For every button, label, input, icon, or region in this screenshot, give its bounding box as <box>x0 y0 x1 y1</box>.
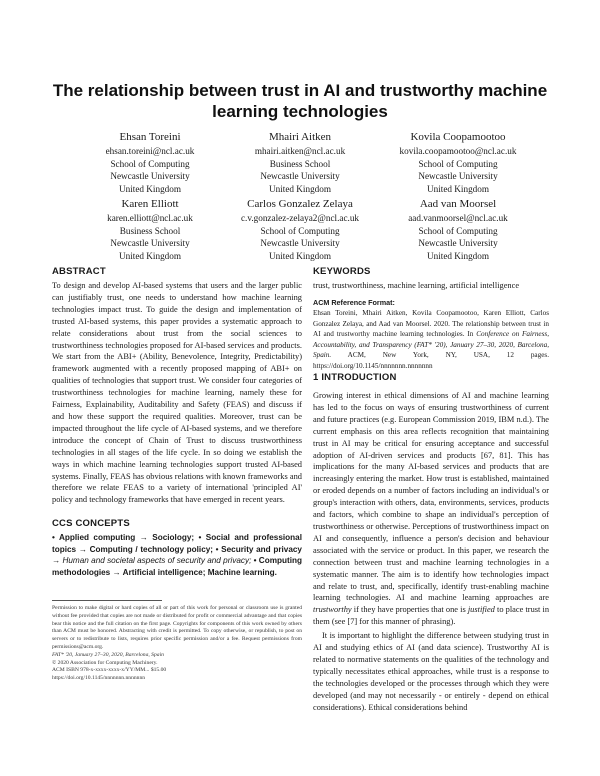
intro-p1-end: to place trust in them (see [7] for this manner of phrasing). <box>313 605 550 627</box>
permission-footnote <box>52 605 302 683</box>
intro-p1-emphasis: trustworthy <box>313 605 352 615</box>
footnote-rule <box>52 600 162 601</box>
author-university: Newcastle University <box>110 238 190 249</box>
permission-notice: Permission to make digital or hard copies of all or part of this work for personal or classroom use is granted without fee provided that copies are not made or distributed for profit or commercial advantage and that copies bear this notice and the full citation on the first page. Copyrights for components of this work owned by others than ACM must be honored. Abstracting with credit is permitted. To copy otherwise, or republish, to post on servers or to redistribute to lists, requires prior specific permission and/or a fee. Request permissions from permissions@acm.org. <box>52 605 302 650</box>
author-email: kovila.coopamootoo@ncl.ac.uk <box>399 146 517 156</box>
author-name: Kovila Coopamootoo <box>410 131 506 143</box>
author-department: School of Computing <box>260 225 340 236</box>
acm-reference <box>313 308 549 372</box>
author-name: Ehsan Toreini <box>119 131 181 143</box>
author-block <box>383 130 533 195</box>
acm-reference-tail[interactable]: ACM, New York, NY, USA, 12 pages. https://doi.org/10.1145/nnnnnnn.nnnnnnn <box>313 351 549 370</box>
author-university: Newcastle University <box>418 171 498 182</box>
copyright-line: © 2020 Association for Computing Machinery. <box>52 659 158 666</box>
introduction-paragraph-2: It is important to highlight the difference between studying trust in AI and studying ethics of AI (and data science). Trustworthy AI is related to normative statements on the qualities of the technology and typically necessitates ethical approaches, while trust is a response to the technologies developed or the processes through which they were developed (and may not necessarily - or entirely - depend on ethical considerations). Ethical considerations behind <box>313 631 549 712</box>
conference-line: FAT* '20, January 27–30, 2020, Barcelona, Spain <box>52 651 164 658</box>
author-university: Newcastle University <box>260 171 340 182</box>
keywords-text: trust, trustworthiness, machine learning, artificial intelligence <box>313 281 520 290</box>
isbn-line: ACM ISBN 978-x-xxxx-xxxx-x/YY/MM... $15.00 <box>52 667 167 674</box>
acm-reference-label: ACM Reference Format: <box>313 298 395 307</box>
author-block <box>225 130 375 195</box>
acm-reference-venue: Conference on Fairness, Accountability, and Transparency (FAT* '20), January 27–30, 2020, Barcelona, Spain. <box>313 330 549 360</box>
intro-p1-text: Growing interest in ethical dimensions of AI and machine learning has led to the focus on ways of ensuring trustworthiness of current and future practices (e.g. European Commission 2019, IBM n.d.). The current emphasis on this area reflects recognition that maintaining trust in AI may be critical for ensuring acceptance and successful adoption of AI-driven services and products [67, 81]. This has implications for the many AI-based services and products that are increasingly entering the market. How trust is established, maintained or eroded depends on a number of factors including an individual's or group's interaction with others, data, environments, services, products and factors, which combine to shape an individual's perception of trustworthiness or otherwise. Perceptions of trustworthiness impact on AI and consequently, influence a person's decision and behaviour associated with the service or product. In this paper, we research the connection between trust and machine learning technologies in a systematic manner. The aim is to identify how technologies impact and relate to trust, and, specifically, identify trust-enabling machine learning technologies. AI and machine learning approaches are <box>313 391 549 603</box>
ccs-concepts <box>52 532 302 578</box>
introduction-heading: 1 INTRODUCTION <box>313 372 397 383</box>
abstract-body <box>52 280 302 506</box>
introduction-paragraph-1 <box>313 390 549 628</box>
author-name: Karen Elliott <box>121 198 179 210</box>
author-block <box>75 197 225 262</box>
author-name: Mhairi Aitken <box>268 131 332 143</box>
author-country: United Kingdom <box>426 250 489 261</box>
author-country: United Kingdom <box>268 250 331 261</box>
intro-p1-emphasis-2: justified <box>467 605 495 615</box>
author-email: ehsan.toreini@ncl.ac.uk <box>105 146 195 156</box>
ccs-concepts-part2: • Computing methodologies → Artificial intelligence; Machine learning. <box>52 556 302 577</box>
author-country: United Kingdom <box>118 250 181 261</box>
author-country: United Kingdom <box>268 183 331 194</box>
author-block <box>225 197 375 262</box>
author-department: Business School <box>119 225 181 236</box>
abstract-text: To design and develop AI-based systems that users and the larger public can justifiably trust, one needs to understand how machine learning technologies impact trust. To guide the design and implementation of trusted AI-based systems, this paper provides a systematic approach to relate considerations about trust from the social sciences to trustworthiness technologies proposed for AI-based services and products. We start from the ABI+ (Ability, Benevolence, Integrity, Predictability) framework augmented with a recently proposed mapping of ABI+ on qualities of technologies that support trust. We consider four categories of trustworthiness technologies for machine learning, namely these for Fairness, Explainability, Auditability and Safety (FEAS) and discuss if and how these support the required qualities. Moreover, trust can be impacted throughout the life cycle of AI-based systems, and we therefore introduce the concept of Chain of Trust to discuss trustworthiness technologies in all stages of the life cycle. In so doing we establish the ways in which machine learning technologies support trusted AI-based systems. Finally, FEAS has obvious relations with known frameworks and therefore we relate FEAS to a variety of international 'principled AI' policy and technology frameworks that have emerged in recent years. <box>52 281 302 505</box>
author-email: aad.vanmoorsel@ncl.ac.uk <box>408 213 508 223</box>
paper-title: The relationship between trust in AI and trustworthy machine learning technologies <box>52 81 548 121</box>
author-university: Newcastle University <box>260 238 340 249</box>
author-email: mhairi.aitken@ncl.ac.uk <box>254 146 346 156</box>
author-department: School of Computing <box>110 158 190 169</box>
ccs-concepts-part1: • Applied computing → Sociology; • Social and professional topics → Computing / technology policy; • Security and privacy → <box>52 533 302 566</box>
author-name: Aad van Moorsel <box>419 198 497 210</box>
author-email: karen.elliott@ncl.ac.uk <box>107 213 193 223</box>
author-country: United Kingdom <box>118 183 181 194</box>
author-email: c.v.gonzalez-zelaya2@ncl.ac.uk <box>240 213 360 223</box>
intro-p1-middle: if they have properties that one is <box>353 605 466 615</box>
author-department: Business School <box>269 158 331 169</box>
author-name: Carlos Gonzalez Zelaya <box>247 198 353 210</box>
author-department: School of Computing <box>418 225 498 236</box>
keywords-heading: KEYWORDS <box>313 266 371 277</box>
author-university: Newcastle University <box>110 171 190 182</box>
introduction-body <box>313 390 549 713</box>
abstract-heading: ABSTRACT <box>52 266 106 277</box>
author-country: United Kingdom <box>426 183 489 194</box>
author-department: School of Computing <box>418 158 498 169</box>
author-university: Newcastle University <box>418 238 498 249</box>
ccs-heading: CCS CONCEPTS <box>52 518 130 529</box>
doi-link[interactable]: https://doi.org/10.1145/nnnnnnn.nnnnnnn <box>52 675 146 682</box>
acm-reference-authors: Ehsan Toreini, Mhairi Aitken, Kovila Coopamootoo, Karen Elliott, Carlos Gonzalez Zelaya, and Aad van Moorsel. 2020. The relationship between trust in AI and trustworthy machine learning technologies. In <box>313 309 549 339</box>
author-block <box>75 130 225 195</box>
ccs-concepts-italic: Human and societal aspects of security and privacy; <box>62 556 252 566</box>
author-block <box>383 197 533 262</box>
